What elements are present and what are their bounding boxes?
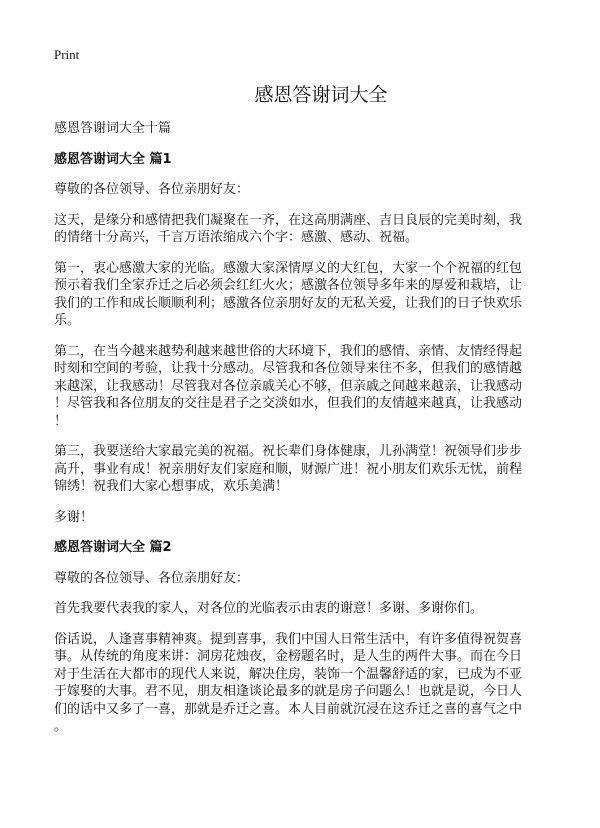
section-heading: 感恩答谢词大全 篇2 xyxy=(54,540,172,555)
paragraph xyxy=(54,600,524,618)
paragraph-line: ！尽管我和各位朋友的交往是君子之交淡如水，但我们的友情越来越真，让我感动 xyxy=(54,396,523,411)
paragraph xyxy=(54,181,524,199)
paragraph-line: 时刻和空间的考验，让我十分感动。尽管我和各位领导来往不多，但我们的感情越 xyxy=(54,361,523,376)
paragraph-line: 。 xyxy=(54,719,68,734)
paragraph-line: 乐。 xyxy=(54,313,81,328)
paragraph-line: 多谢！ xyxy=(54,509,94,525)
paragraph-line: 锦绣！祝我们大家心想事成，欢乐美满！ xyxy=(54,479,289,494)
paragraph-line: 们的话中又多了一喜，那就是乔迁之喜。本人目前就沉浸在这乔迁之喜的喜气之中 xyxy=(54,701,523,717)
paragraph-line: 高升，事业有成！祝亲朋好友们家庭和顺，财源广进！祝小朋友们欢乐无忧，前程 xyxy=(54,461,523,477)
paragraph-line: 的情绪十分高兴，千言万语浓缩成六个字：感激、感动、祝福。 xyxy=(54,230,419,245)
paragraph-line: 俗话说，人逢喜事精神爽。提到喜事，我们中国人日常生活中，有许多值得祝贺喜 xyxy=(54,631,523,647)
paragraph-line: 第一，衷心感激大家的光临。感激大家深情厚义的大红包，大家一个个祝福的红包 xyxy=(54,260,523,276)
paragraph xyxy=(54,343,524,431)
document-body xyxy=(54,120,524,749)
paragraph xyxy=(54,570,524,588)
print-link[interactable]: Print xyxy=(54,47,80,62)
paragraph-line: 第二，在当今越来越势利越来越世俗的大环境下，我们的感情、亲情、友情经得起 xyxy=(54,343,523,359)
paragraph xyxy=(54,443,524,496)
paragraph-line: 尊敬的各位领导、各位亲朋好友： xyxy=(54,570,250,586)
paragraph-line: 对于生活在大都市的现代人来说，解决住房，装饰一个温馨舒适的家，已成为不亚 xyxy=(54,666,523,682)
paragraph-line: 这天，是缘分和感情把我们凝聚在一齐，在这高朋满座、吉日良辰的完美时刻，我 xyxy=(54,212,523,228)
paragraph-line: 尊敬的各位领导、各位亲朋好友： xyxy=(54,182,250,197)
paragraph-line: 来越深，让我感动！尽管我对各位亲戚关心不够，但亲戚之间越来越亲，让我感动 xyxy=(54,378,523,394)
paragraph-line: 我们的工作和成长顺顺利利；感激各位亲朋好友的无私关爱，让我们的日子快欢乐 xyxy=(54,295,523,311)
paragraph xyxy=(54,631,524,736)
section-heading: 感恩答谢词大全 篇1 xyxy=(54,151,172,167)
paragraph xyxy=(54,509,524,527)
paragraph-line: 第三，我要送给大家最完美的祝福。祝长辈们身体健康，儿孙满堂！祝领导们步步 xyxy=(54,444,523,459)
paragraph-line: 首先我要代表我的家人，对各位的光临表示由衷的谢意！多谢、多谢你们。 xyxy=(54,601,484,616)
document-subtitle: 感恩答谢词大全十篇 xyxy=(54,121,172,136)
paragraph xyxy=(54,212,524,247)
paragraph-line: 事。从传统的角度来讲：洞房花烛夜，金榜题名时，是人生的两件大事。而在今日 xyxy=(54,649,523,664)
paragraph-line: 预示着我们全家乔迁之后必须会红红火火；感激各位领导多年来的厚爱和栽培，让 xyxy=(54,278,523,293)
paragraph-line: ！ xyxy=(54,413,68,429)
paragraph-line: 于嫁娶的大事。君不见，朋友相逢谈论最多的就是房子问题么！也就是说，今日人 xyxy=(54,684,523,699)
page-title: 感恩答谢词大全 xyxy=(254,84,388,106)
paragraph xyxy=(54,260,524,330)
